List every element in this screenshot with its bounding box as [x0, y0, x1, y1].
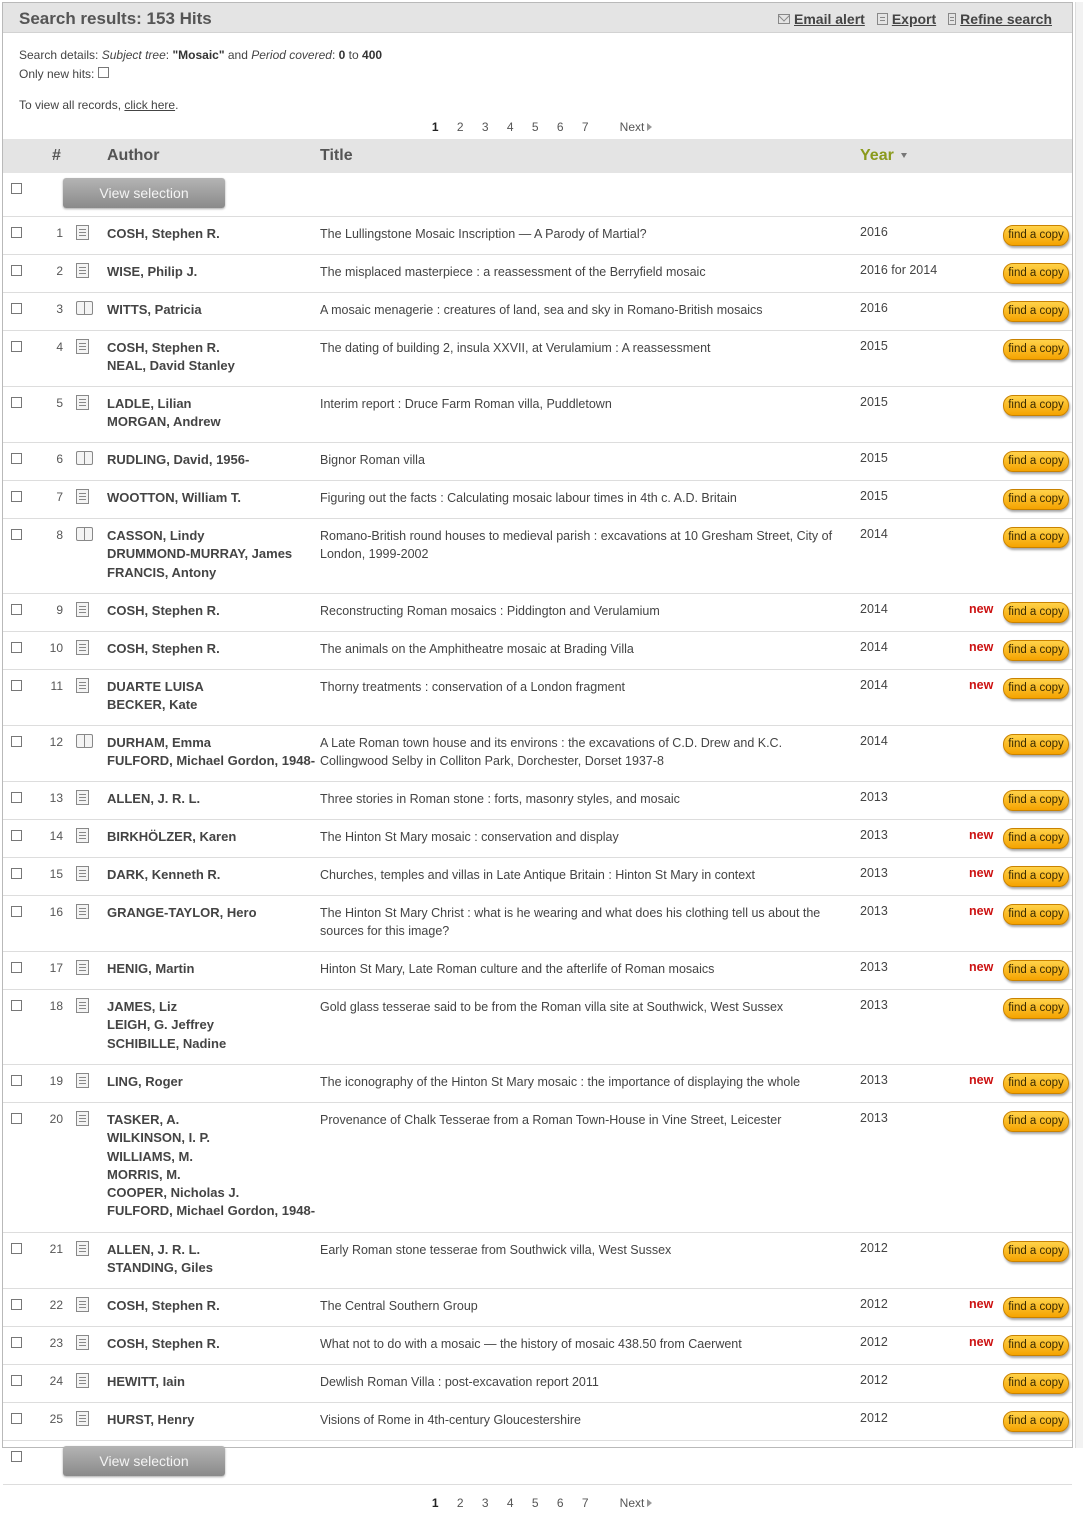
find-a-copy-button[interactable]: find a copy [1003, 1241, 1069, 1262]
row-checkbox[interactable] [11, 1243, 22, 1254]
new-badge: new [969, 866, 994, 880]
row-checkbox[interactable] [11, 397, 22, 408]
row-authors [107, 225, 321, 243]
row-number: 16 [49, 905, 63, 919]
author-link[interactable]: COSH, Stephen R. [107, 603, 220, 618]
row-title-link[interactable]: Early Roman stone tesserae from Southwick villa, West Sussex [320, 1243, 672, 1257]
author-link[interactable]: COSH, Stephen R. [107, 340, 220, 355]
new-badge: new [969, 904, 994, 918]
author-link[interactable]: DURHAM, Emma [107, 735, 212, 750]
author-link[interactable]: HEWITT, Iain [107, 1374, 185, 1389]
row-number: 8 [56, 528, 63, 542]
selection-row-top [3, 173, 1072, 217]
result-row [3, 858, 1072, 896]
row-authors [107, 828, 321, 846]
author-link[interactable]: FULFORD, Michael Gordon, 1948- [107, 1203, 316, 1219]
author-link[interactable]: FULFORD, Michael Gordon, 1948- [107, 753, 316, 769]
export-link[interactable]: Export [877, 11, 936, 27]
row-checkbox[interactable] [11, 604, 22, 615]
result-row [3, 1233, 1072, 1289]
row-authors [107, 640, 321, 658]
result-row [3, 255, 1072, 293]
author-link[interactable]: LING, Roger [107, 1074, 183, 1089]
row-title-link[interactable]: Thorny treatments : conservation of a London fragment [320, 680, 626, 694]
row-number: 4 [56, 340, 63, 354]
row-year: 2016 [860, 225, 888, 239]
result-row [3, 519, 1072, 594]
document-icon [76, 828, 89, 843]
row-authors [107, 489, 321, 507]
row-checkbox[interactable] [11, 265, 22, 276]
result-row [3, 331, 1072, 387]
author-link[interactable]: ALLEN, J. R. L. [107, 1242, 201, 1257]
row-authors [107, 451, 321, 469]
find-a-copy-button[interactable]: find a copy [1003, 1335, 1069, 1356]
row-title-link[interactable]: The dating of building 2, insula XXVII, at Verulamium : A reassessment [320, 341, 711, 355]
author-link[interactable]: RUDLING, David, 1956- [107, 452, 250, 467]
document-icon [76, 1073, 89, 1088]
result-row [3, 820, 1072, 858]
row-authors [107, 866, 321, 884]
row-checkbox[interactable] [11, 227, 22, 238]
page-link-3[interactable]: 3 [481, 120, 489, 134]
document-icon [76, 998, 89, 1013]
view-selection-button-bottom[interactable]: View selection [63, 1446, 225, 1476]
selection-row-bottom [3, 1441, 1072, 1485]
author-link[interactable]: DARK, Kenneth R. [107, 867, 221, 882]
row-year: 2015 [860, 339, 888, 353]
row-year: 2014 [860, 527, 888, 541]
page-link-6[interactable]: 6 [556, 1496, 564, 1510]
row-title-link[interactable]: Figuring out the facts : Calculating mosaic labour times in 4th c. A.D. Britain [320, 491, 737, 505]
result-row [3, 1065, 1072, 1103]
document-icon [76, 1411, 89, 1426]
row-authors [107, 339, 321, 376]
document-icon [76, 395, 89, 410]
row-year: 2016 for 2014 [860, 263, 938, 277]
row-number: 25 [49, 1412, 63, 1426]
row-number: 14 [49, 829, 63, 843]
row-title-link[interactable]: A Late Roman town house and its environs : the excavations of C.D. Drew and K.C. Collingwood Selby in Colliton Park, Dorchester, Dorset 1937-8 [320, 736, 783, 769]
result-row [3, 670, 1072, 726]
row-title-link[interactable]: Provenance of Chalk Tesserae from a Roman Town-House in Vine Street, Leicester [320, 1113, 782, 1127]
author-link[interactable]: LEIGH, G. Jeffrey [107, 1017, 214, 1033]
email-alert-link[interactable]: Email alert [778, 11, 865, 27]
row-year: 2013 [860, 1111, 888, 1125]
row-checkbox[interactable] [11, 341, 22, 352]
page-link-1[interactable]: 1 [431, 120, 439, 134]
author-link[interactable]: HURST, Henry [107, 1412, 195, 1427]
find-a-copy-button[interactable]: find a copy [1003, 602, 1069, 623]
document-icon [76, 640, 89, 655]
row-title-link[interactable]: The Hinton St Mary mosaic : conservation and display [320, 830, 619, 844]
page-link-5[interactable]: 5 [531, 1496, 539, 1510]
row-number: 18 [49, 999, 63, 1013]
row-checkbox[interactable] [11, 868, 22, 879]
row-authors [107, 1373, 321, 1391]
row-year: 2012 [860, 1411, 888, 1425]
row-number: 24 [49, 1374, 63, 1388]
result-row [3, 952, 1072, 990]
row-checkbox[interactable] [11, 906, 22, 917]
document-icon [76, 225, 89, 240]
next-page-link[interactable]: Next [620, 120, 653, 134]
row-year: 2013 [860, 998, 888, 1012]
row-year: 2015 [860, 395, 888, 409]
row-checkbox[interactable] [11, 303, 22, 314]
author-link[interactable]: TASKER, A. [107, 1112, 180, 1127]
author-link[interactable]: LADLE, Lilian [107, 396, 192, 411]
author-link[interactable]: STANDING, Giles [107, 1260, 213, 1276]
row-number: 2 [56, 264, 63, 278]
row-number: 5 [56, 396, 63, 410]
result-row [3, 896, 1072, 952]
page-link-2[interactable]: 2 [456, 120, 464, 134]
row-year: 2013 [860, 904, 888, 918]
document-icon [76, 1111, 89, 1126]
new-badge: new [969, 1335, 994, 1349]
row-authors [107, 301, 321, 319]
search-details: Search details: Subject tree: "Mosaic" and Period covered: 0 to 400 Only new hits: To view all records, click here. [19, 48, 383, 112]
result-row [3, 293, 1072, 331]
find-a-copy-button[interactable]: find a copy [1003, 1373, 1069, 1394]
author-link[interactable]: ALLEN, J. R. L. [107, 791, 201, 806]
find-a-copy-button[interactable]: find a copy [1003, 1111, 1069, 1132]
row-number: 1 [56, 226, 63, 240]
row-number: 9 [56, 603, 63, 617]
author-link[interactable]: MORRIS, M. [107, 1166, 181, 1182]
row-year: 2012 [860, 1297, 888, 1311]
result-row [3, 594, 1072, 632]
row-checkbox[interactable] [11, 1337, 22, 1348]
row-year: 2012 [860, 1241, 888, 1255]
col-title[interactable]: Title [320, 147, 353, 164]
row-authors [107, 395, 321, 432]
find-a-copy-button[interactable]: find a copy [1003, 451, 1069, 472]
row-number: 7 [56, 490, 63, 504]
page-link-4[interactable]: 4 [506, 120, 514, 134]
row-authors [107, 1241, 321, 1278]
row-year: 2013 [860, 1073, 888, 1087]
row-year: 2014 [860, 678, 888, 692]
row-number: 15 [49, 867, 63, 881]
row-year: 2014 [860, 640, 888, 654]
row-checkbox[interactable] [11, 642, 22, 653]
row-number: 6 [56, 452, 63, 466]
col-num: # [52, 147, 61, 164]
author-link[interactable]: GRANGE-TAYLOR, Hero [107, 905, 257, 920]
author-link[interactable]: COSH, Stephen R. [107, 1298, 220, 1313]
author-link[interactable]: SCHIBILLE, Nadine [107, 1035, 227, 1051]
row-number: 10 [49, 641, 63, 655]
book-icon [76, 451, 93, 465]
row-title-link[interactable]: Churches, temples and villas in Late Antique Britain : Hinton St Mary in context [320, 868, 755, 882]
row-authors [107, 904, 321, 922]
results-panel [2, 2, 1073, 1510]
row-authors [107, 527, 321, 582]
document-icon [76, 1373, 89, 1388]
new-badge: new [969, 678, 994, 692]
page-link-2[interactable]: 2 [456, 1496, 464, 1510]
row-authors [107, 602, 321, 620]
result-row [3, 1103, 1072, 1233]
find-a-copy-button[interactable]: find a copy [1003, 489, 1069, 510]
document-icon [76, 904, 89, 919]
document-icon [76, 1335, 89, 1350]
row-number: 17 [49, 961, 63, 975]
find-a-copy-button[interactable]: find a copy [1003, 1073, 1069, 1094]
row-authors [107, 960, 321, 978]
document-icon [76, 1241, 89, 1256]
author-link[interactable]: JAMES, Liz [107, 999, 178, 1014]
find-a-copy-button[interactable]: find a copy [1003, 263, 1069, 284]
find-a-copy-button[interactable]: find a copy [1003, 527, 1069, 548]
row-title-link[interactable]: Bignor Roman villa [320, 453, 425, 467]
author-link[interactable]: WILKINSON, I. P. [107, 1130, 211, 1146]
row-title-link[interactable]: Romano-British round houses to medieval parish : excavations at 10 Gresham Street, City of London, 1999-2002 [320, 529, 833, 562]
result-row [3, 481, 1072, 519]
author-link[interactable]: COOPER, Nicholas J. [107, 1185, 240, 1201]
row-authors [107, 998, 321, 1053]
row-title-link[interactable]: Visions of Rome in 4th-century Gloucestershire [320, 1413, 581, 1427]
result-row [3, 782, 1072, 820]
page-link-5[interactable]: 5 [531, 120, 539, 134]
row-title-link[interactable]: The Central Southern Group [320, 1299, 478, 1313]
new-badge: new [969, 960, 994, 974]
page-link-4[interactable]: 4 [506, 1496, 514, 1510]
author-link[interactable]: WITTS, Patricia [107, 302, 202, 317]
col-year-sort[interactable]: Year [860, 147, 907, 165]
row-title-link[interactable]: Reconstructing Roman mosaics : Piddington and Verulamium [320, 604, 660, 618]
result-row [3, 726, 1072, 782]
row-authors [107, 734, 321, 771]
row-title-link[interactable]: The animals on the Amphitheatre mosaic at Brading Villa [320, 642, 634, 656]
column-header-row [3, 139, 1072, 173]
row-year: 2013 [860, 790, 888, 804]
row-checkbox[interactable] [11, 491, 22, 502]
document-icon [76, 790, 89, 805]
new-badge: new [969, 602, 994, 616]
row-year: 2013 [860, 960, 888, 974]
result-row [3, 1327, 1072, 1365]
document-icon [76, 339, 89, 354]
row-authors [107, 1111, 321, 1221]
new-badge: new [969, 1297, 994, 1311]
row-title-link[interactable]: Dewlish Roman Villa : post-excavation report 2011 [320, 1375, 599, 1389]
page-link-7[interactable]: 7 [581, 1496, 589, 1510]
row-checkbox[interactable] [11, 830, 22, 841]
row-checkbox[interactable] [11, 1113, 22, 1124]
row-title-link[interactable]: Three stories in Roman stone : forts, masonry styles, and mosaic [320, 792, 680, 806]
new-badge: new [969, 828, 994, 842]
row-title-link[interactable]: A mosaic menagerie : creatures of land, sea and sky in Romano-British mosaics [320, 303, 763, 317]
row-year: 2016 [860, 301, 888, 315]
find-a-copy-button[interactable]: find a copy [1003, 904, 1069, 925]
row-year: 2014 [860, 734, 888, 748]
select-all-checkbox-bottom[interactable] [11, 1451, 22, 1462]
row-checkbox[interactable] [11, 1000, 22, 1011]
row-title-link[interactable]: What not to do with a mosaic — the history of mosaic 438.50 from Caerwent [320, 1337, 742, 1351]
author-link[interactable]: WILLIAMS, M. [107, 1148, 193, 1164]
find-a-copy-button[interactable]: find a copy [1003, 1297, 1069, 1318]
result-row [3, 1403, 1072, 1441]
refine-search-link[interactable]: Refine search [948, 11, 1052, 27]
row-year: 2012 [860, 1373, 888, 1387]
document-icon [76, 489, 89, 504]
document-icon [76, 263, 89, 278]
row-checkbox[interactable] [11, 529, 22, 540]
row-year: 2014 [860, 602, 888, 616]
only-new-hits-checkbox[interactable] [98, 67, 109, 78]
row-year: 2015 [860, 489, 888, 503]
document-icon [76, 1297, 89, 1312]
scrollbar[interactable] [1075, 2, 1083, 1448]
page-link-6[interactable]: 6 [556, 120, 564, 134]
find-a-copy-button[interactable]: find a copy [1003, 395, 1069, 416]
row-authors [107, 1073, 321, 1091]
pagination-top [3, 117, 1072, 137]
page-link-7[interactable]: 7 [581, 120, 589, 134]
find-a-copy-button[interactable]: find a copy [1003, 998, 1069, 1019]
author-link[interactable]: HENIG, Martin [107, 961, 195, 976]
new-badge: new [969, 640, 994, 654]
author-link[interactable]: NEAL, David Stanley [107, 358, 235, 374]
find-a-copy-button[interactable]: find a copy [1003, 339, 1069, 360]
author-link[interactable]: DUARTE LUISA [107, 679, 204, 694]
document-icon [76, 602, 89, 617]
export-icon [877, 13, 888, 25]
author-link[interactable]: WISE, Philip J. [107, 264, 198, 279]
find-a-copy-button[interactable]: find a copy [1003, 866, 1069, 887]
row-title-link[interactable]: Hinton St Mary, Late Roman culture and the afterlife of Roman mosaics [320, 962, 715, 976]
row-number: 13 [49, 791, 63, 805]
result-row [3, 632, 1072, 670]
find-a-copy-button[interactable]: find a copy [1003, 640, 1069, 661]
row-authors [107, 1297, 321, 1315]
find-a-copy-button[interactable]: find a copy [1003, 225, 1069, 246]
author-link[interactable]: BIRKHÖLZER, Karen [107, 829, 237, 844]
next-page-link[interactable]: Next [620, 1496, 653, 1510]
row-number: 22 [49, 1298, 63, 1312]
row-number: 12 [49, 735, 63, 749]
author-link[interactable]: FRANCIS, Antony [107, 564, 217, 580]
row-checkbox[interactable] [11, 792, 22, 803]
page-link-1[interactable]: 1 [431, 1496, 439, 1510]
result-row [3, 1365, 1072, 1403]
author-link[interactable]: COSH, Stephen R. [107, 1336, 220, 1351]
document-icon [76, 678, 89, 693]
author-link[interactable]: BECKER, Kate [107, 697, 198, 713]
row-title-link[interactable]: The Hinton St Mary Christ : what is he wearing and what does his clothing tell us about the sources for this image? [320, 906, 821, 939]
results-header [3, 3, 1072, 33]
page-link-3[interactable]: 3 [481, 1496, 489, 1510]
document-icon [76, 866, 89, 881]
row-authors [107, 1335, 321, 1353]
row-checkbox[interactable] [11, 1075, 22, 1086]
find-a-copy-button[interactable]: find a copy [1003, 790, 1069, 811]
row-number: 3 [56, 302, 63, 316]
row-year: 2013 [860, 866, 888, 880]
row-title-link[interactable]: The iconography of the Hinton St Mary mosaic : the importance of displaying the whole [320, 1075, 801, 1089]
result-row [3, 1289, 1072, 1327]
row-year: 2012 [860, 1335, 888, 1349]
author-link[interactable]: DRUMMOND-MURRAY, James [107, 546, 293, 562]
row-checkbox[interactable] [11, 1413, 22, 1424]
row-title-link[interactable]: Interim report : Druce Farm Roman villa, Puddletown [320, 397, 612, 411]
row-number: 20 [49, 1112, 63, 1126]
row-checkbox[interactable] [11, 453, 22, 464]
refine-icon [948, 13, 956, 25]
find-a-copy-button[interactable]: find a copy [1003, 301, 1069, 322]
select-all-checkbox[interactable] [11, 183, 22, 194]
author-link[interactable]: WOOTTON, William T. [107, 490, 241, 505]
row-authors [107, 678, 321, 715]
find-a-copy-button[interactable]: find a copy [1003, 828, 1069, 849]
find-a-copy-button[interactable]: find a copy [1003, 1411, 1069, 1432]
mail-icon [778, 14, 790, 24]
row-year: 2015 [860, 451, 888, 465]
book-icon [76, 301, 93, 315]
row-number: 19 [49, 1074, 63, 1088]
row-title-link[interactable]: The Lullingstone Mosaic Inscription — A Parody of Martial? [320, 227, 647, 241]
row-title-link[interactable]: Gold glass tesserae said to be from the Roman villa site at Southwick, West Sussex [320, 1000, 784, 1014]
new-badge: new [969, 1073, 994, 1087]
row-authors [107, 1411, 321, 1429]
book-icon [76, 527, 93, 541]
author-link[interactable]: COSH, Stephen R. [107, 226, 220, 241]
document-icon [76, 960, 89, 975]
row-checkbox[interactable] [11, 1299, 22, 1310]
row-checkbox[interactable] [11, 680, 22, 691]
pagination-bottom [3, 1493, 1072, 1513]
row-checkbox[interactable] [11, 736, 22, 747]
result-row [3, 387, 1072, 443]
view-all-link[interactable]: click here [124, 98, 176, 112]
row-title-link[interactable]: The misplaced masterpiece : a reassessment of the Berryfield mosaic [320, 265, 706, 279]
result-row [3, 217, 1072, 255]
row-number: 21 [49, 1242, 63, 1256]
author-link[interactable]: COSH, Stephen R. [107, 641, 220, 656]
col-author[interactable]: Author [107, 147, 160, 164]
row-checkbox[interactable] [11, 1375, 22, 1386]
result-row [3, 990, 1072, 1065]
result-row [3, 443, 1072, 481]
book-icon [76, 734, 93, 748]
author-link[interactable]: MORGAN, Andrew [107, 414, 221, 430]
find-a-copy-button[interactable]: find a copy [1003, 678, 1069, 699]
row-checkbox[interactable] [11, 962, 22, 973]
results-title: Search results: 153 Hits [19, 9, 212, 28]
view-selection-button[interactable]: View selection [63, 178, 225, 208]
find-a-copy-button[interactable]: find a copy [1003, 734, 1069, 755]
find-a-copy-button[interactable]: find a copy [1003, 960, 1069, 981]
row-authors [107, 790, 321, 808]
row-number: 23 [49, 1336, 63, 1350]
author-link[interactable]: CASSON, Lindy [107, 528, 205, 543]
row-number: 11 [50, 679, 63, 693]
row-authors [107, 263, 321, 281]
row-year: 2013 [860, 828, 888, 842]
